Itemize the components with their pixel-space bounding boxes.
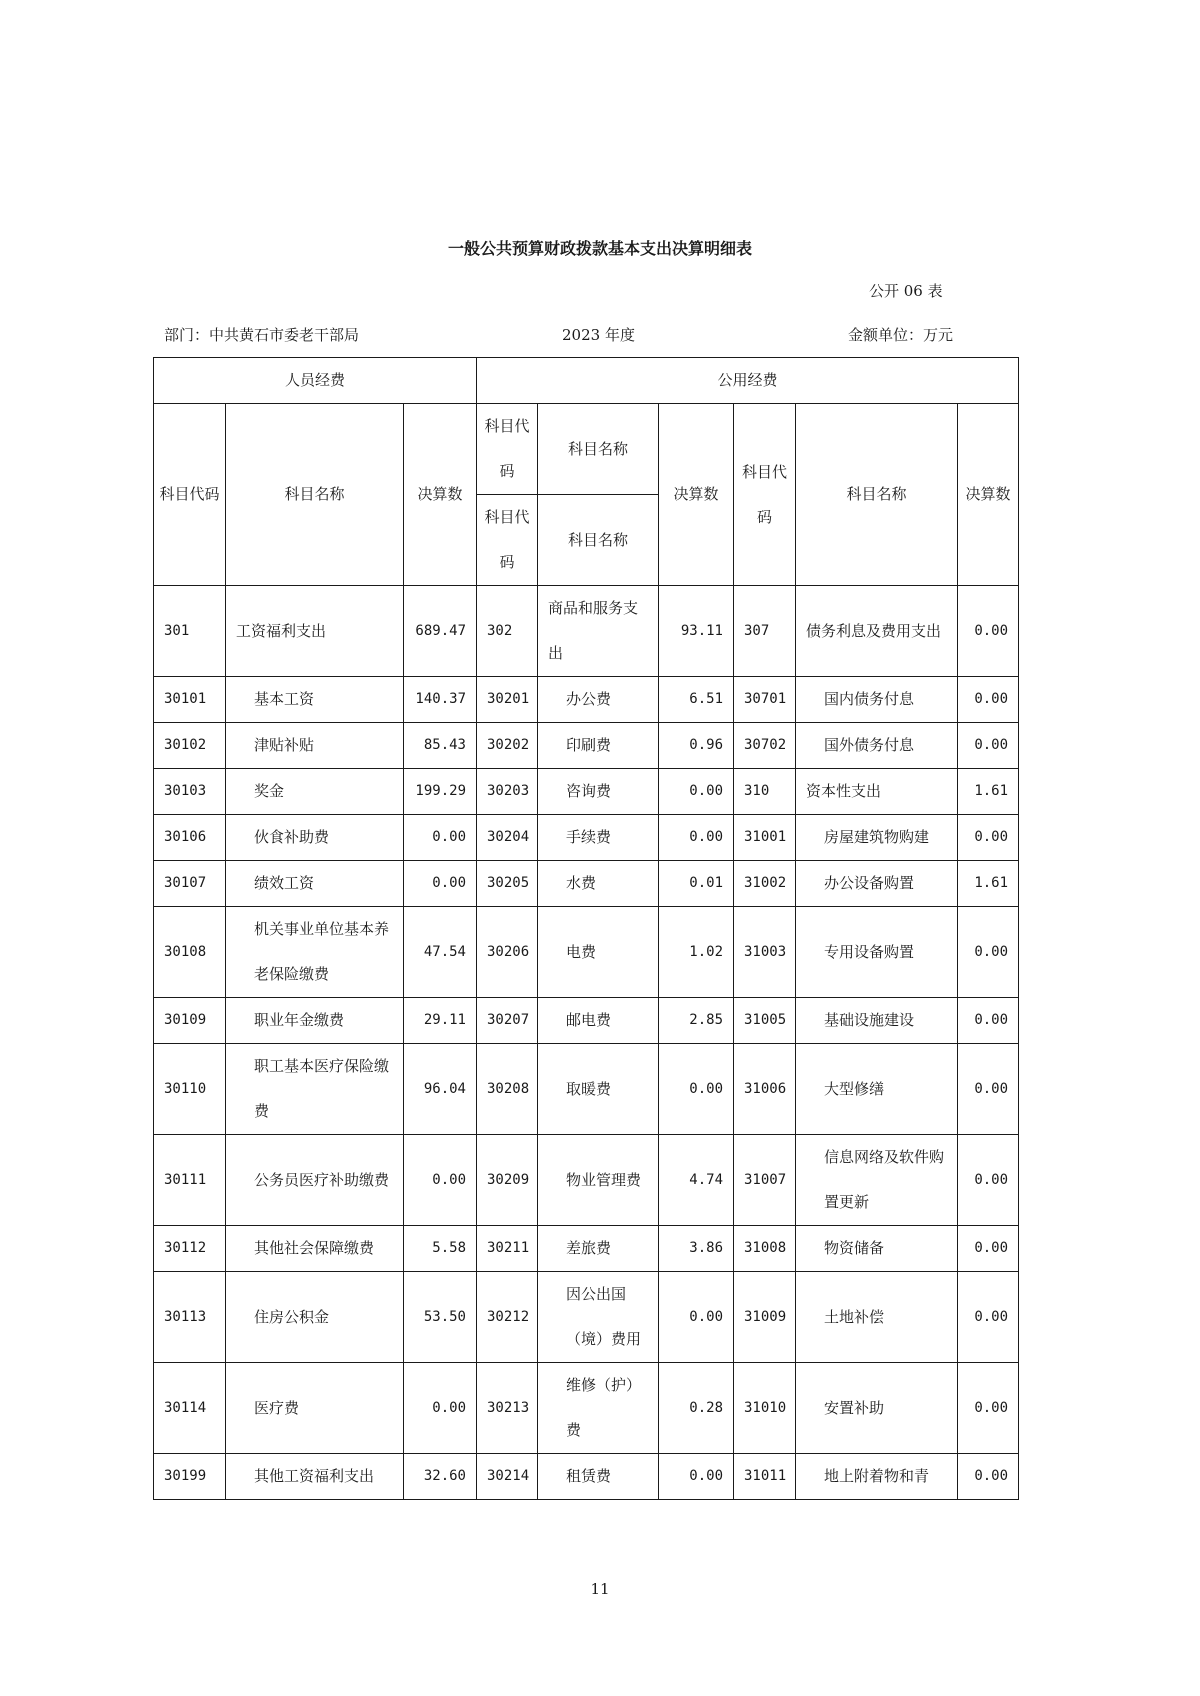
other-amount: 0.00 [958, 1226, 1019, 1272]
other-name: 房屋建筑物购建 [796, 815, 958, 861]
public-code-header-b: 科目代码 [477, 495, 538, 586]
other-code: 31005 [734, 998, 796, 1044]
public-name: 办公费 [538, 677, 659, 723]
public-code: 30214 [477, 1454, 538, 1500]
other-amount: 0.00 [958, 998, 1019, 1044]
public-amount: 2.85 [659, 998, 734, 1044]
public-code: 30208 [477, 1044, 538, 1135]
column-header-row [154, 404, 1019, 495]
personnel-code: 30103 [154, 769, 226, 815]
form-number: 公开 06 表 [869, 282, 943, 300]
department-label: 部门：中共黄石市委老干部局 [164, 326, 360, 344]
other-name: 物资储备 [796, 1226, 958, 1272]
other-name: 专用设备购置 [796, 907, 958, 998]
personnel-code: 30111 [154, 1135, 226, 1226]
public-amount: 0.00 [659, 815, 734, 861]
code-header: 科目代码 [154, 404, 226, 586]
other-code: 31011 [734, 1454, 796, 1500]
personnel-amount: 689.47 [404, 586, 477, 677]
public-amount: 6.51 [659, 677, 734, 723]
other-name-header: 科目名称 [796, 404, 958, 586]
other-code: 31003 [734, 907, 796, 998]
personnel-amount: 47.54 [404, 907, 477, 998]
public-amount: 0.00 [659, 1272, 734, 1363]
public-name: 邮电费 [538, 998, 659, 1044]
public-amount: 0.00 [659, 1044, 734, 1135]
public-name-header-b: 科目名称 [538, 495, 659, 586]
public-code: 30202 [477, 723, 538, 769]
personnel-name: 其他工资福利支出 [226, 1454, 404, 1500]
other-code: 310 [734, 769, 796, 815]
personnel-code: 30108 [154, 907, 226, 998]
other-code: 31008 [734, 1226, 796, 1272]
personnel-name: 工资福利支出 [226, 586, 404, 677]
other-code: 31002 [734, 861, 796, 907]
public-code: 30211 [477, 1226, 538, 1272]
personnel-name: 医疗费 [226, 1363, 404, 1454]
public-name: 维修（护）费 [538, 1363, 659, 1454]
personnel-name: 机关事业单位基本养老保险缴费 [226, 907, 404, 998]
personnel-name: 津贴补贴 [226, 723, 404, 769]
other-code: 31009 [734, 1272, 796, 1363]
personnel-code: 30113 [154, 1272, 226, 1363]
personnel-amount: 53.50 [404, 1272, 477, 1363]
public-amount: 0.01 [659, 861, 734, 907]
other-amount: 0.00 [958, 1044, 1019, 1135]
personnel-code: 30101 [154, 677, 226, 723]
personnel-name: 奖金 [226, 769, 404, 815]
other-code: 307 [734, 586, 796, 677]
other-name: 土地补偿 [796, 1272, 958, 1363]
public-code: 30205 [477, 861, 538, 907]
personnel-name: 公务员医疗补助缴费 [226, 1135, 404, 1226]
public-header: 公用经费 [477, 358, 1019, 404]
personnel-amount: 0.00 [404, 1135, 477, 1226]
personnel-code: 30106 [154, 815, 226, 861]
personnel-amount: 5.58 [404, 1226, 477, 1272]
public-name: 取暖费 [538, 1044, 659, 1135]
public-amount: 0.00 [659, 769, 734, 815]
public-amount: 1.02 [659, 907, 734, 998]
other-amount: 0.00 [958, 815, 1019, 861]
personnel-amount: 0.00 [404, 1363, 477, 1454]
public-code: 30203 [477, 769, 538, 815]
personnel-code: 30114 [154, 1363, 226, 1454]
public-name: 物业管理费 [538, 1135, 659, 1226]
personnel-code: 30110 [154, 1044, 226, 1135]
table-row [154, 1454, 1019, 1500]
public-name: 印刷费 [538, 723, 659, 769]
other-name: 债务利息及费用支出 [796, 586, 958, 677]
personnel-name: 其他社会保障缴费 [226, 1226, 404, 1272]
currency-unit: 金额单位：万元 [848, 326, 954, 344]
other-name: 安置补助 [796, 1363, 958, 1454]
personnel-name: 基本工资 [226, 677, 404, 723]
public-code: 302 [477, 586, 538, 677]
personnel-amount: 199.29 [404, 769, 477, 815]
public-name: 差旅费 [538, 1226, 659, 1272]
public-name: 电费 [538, 907, 659, 998]
table-row [154, 1044, 1019, 1135]
table-row [154, 586, 1019, 677]
personnel-code: 30112 [154, 1226, 226, 1272]
table-row [154, 769, 1019, 815]
other-amount: 0.00 [958, 1363, 1019, 1454]
public-code: 30204 [477, 815, 538, 861]
public-name: 水费 [538, 861, 659, 907]
other-code: 31007 [734, 1135, 796, 1226]
table-row [154, 1135, 1019, 1226]
public-name: 咨询费 [538, 769, 659, 815]
other-code: 30701 [734, 677, 796, 723]
other-amount: 0.00 [958, 677, 1019, 723]
personnel-amount: 96.04 [404, 1044, 477, 1135]
personnel-code: 30109 [154, 998, 226, 1044]
other-name: 大型修缮 [796, 1044, 958, 1135]
public-amount: 3.86 [659, 1226, 734, 1272]
other-amount: 0.00 [958, 586, 1019, 677]
table-row [154, 907, 1019, 998]
other-amount: 0.00 [958, 907, 1019, 998]
public-code: 30206 [477, 907, 538, 998]
public-code: 30201 [477, 677, 538, 723]
public-code: 30209 [477, 1135, 538, 1226]
other-amount: 0.00 [958, 1135, 1019, 1226]
other-amount: 0.00 [958, 723, 1019, 769]
other-amount: 0.00 [958, 1454, 1019, 1500]
personnel-name: 伙食补助费 [226, 815, 404, 861]
table-row [154, 815, 1019, 861]
other-name: 国外债务付息 [796, 723, 958, 769]
personnel-name: 职业年金缴费 [226, 998, 404, 1044]
other-name: 信息网络及软件购置更新 [796, 1135, 958, 1226]
public-name-header-a: 科目名称 [538, 404, 659, 495]
fiscal-year: 2023 年度 [562, 326, 635, 344]
public-amount-header: 决算数 [659, 404, 734, 586]
table-row [154, 677, 1019, 723]
public-name: 手续费 [538, 815, 659, 861]
public-name: 租赁费 [538, 1454, 659, 1500]
table-row [154, 998, 1019, 1044]
public-amount: 93.11 [659, 586, 734, 677]
meta-line [164, 324, 964, 346]
table-row [154, 723, 1019, 769]
public-amount: 4.74 [659, 1135, 734, 1226]
personnel-code: 30199 [154, 1454, 226, 1500]
table-row [154, 1363, 1019, 1454]
other-code: 31001 [734, 815, 796, 861]
other-amount: 0.00 [958, 1272, 1019, 1363]
personnel-code: 30107 [154, 861, 226, 907]
personnel-code: 301 [154, 586, 226, 677]
other-name: 基础设施建设 [796, 998, 958, 1044]
personnel-amount: 140.37 [404, 677, 477, 723]
other-name: 地上附着物和青 [796, 1454, 958, 1500]
public-amount: 0.00 [659, 1454, 734, 1500]
page-number: 11 [590, 1580, 610, 1598]
personnel-name: 住房公积金 [226, 1272, 404, 1363]
personnel-amount: 29.11 [404, 998, 477, 1044]
table-row [154, 861, 1019, 907]
other-amount-header: 决算数 [958, 404, 1019, 586]
other-name: 资本性支出 [796, 769, 958, 815]
public-code: 30207 [477, 998, 538, 1044]
table-row [154, 1272, 1019, 1363]
other-amount: 1.61 [958, 769, 1019, 815]
public-amount: 0.28 [659, 1363, 734, 1454]
public-code-header-a: 科目代码 [477, 404, 538, 495]
amount-header: 决算数 [404, 404, 477, 586]
name-header: 科目名称 [226, 404, 404, 586]
expenditure-table [153, 357, 1019, 1500]
personnel-header: 人员经费 [154, 358, 477, 404]
other-code: 30702 [734, 723, 796, 769]
other-code: 31006 [734, 1044, 796, 1135]
personnel-amount: 32.60 [404, 1454, 477, 1500]
public-code: 30212 [477, 1272, 538, 1363]
personnel-amount: 85.43 [404, 723, 477, 769]
other-name: 办公设备购置 [796, 861, 958, 907]
other-name: 国内债务付息 [796, 677, 958, 723]
document-title: 一般公共预算财政拨款基本支出决算明细表 [447, 239, 752, 258]
personnel-name: 绩效工资 [226, 861, 404, 907]
personnel-amount: 0.00 [404, 861, 477, 907]
other-code: 31010 [734, 1363, 796, 1454]
other-amount: 1.61 [958, 861, 1019, 907]
group-header-row [154, 358, 1019, 404]
public-name: 商品和服务支出 [538, 586, 659, 677]
public-name: 因公出国（境）费用 [538, 1272, 659, 1363]
public-code: 30213 [477, 1363, 538, 1454]
personnel-code: 30102 [154, 723, 226, 769]
other-code-header: 科目代码 [734, 404, 796, 586]
personnel-amount: 0.00 [404, 815, 477, 861]
public-amount: 0.96 [659, 723, 734, 769]
table-row [154, 1226, 1019, 1272]
personnel-name: 职工基本医疗保险缴费 [226, 1044, 404, 1135]
